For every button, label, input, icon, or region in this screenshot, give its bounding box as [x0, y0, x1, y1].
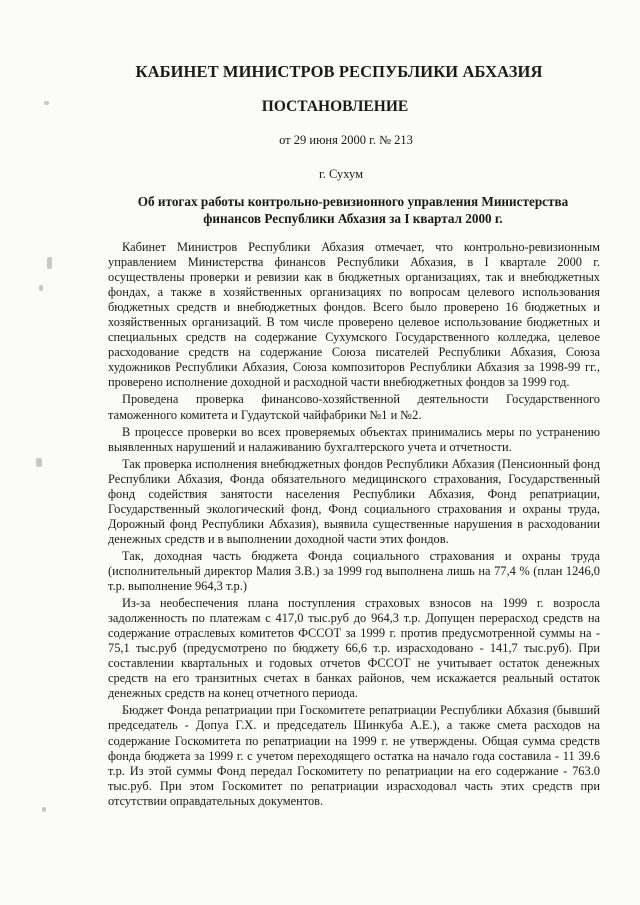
paragraph: Кабинет Министров Республики Абхазия отмечает, что контрольно-ревизионным управлением Министерства финансов Республики Абхазия, в I квартале 2000 г. осуществлены проверки и ревизии как в бюджетных организациях, так и внебюджетных фондах, а также в хозяйственных организациях по вопросам целевого использования бюджетных средств и внебюджетных фондов. Всего было проверено 16 бюджетных и хозяйственных организаций. В том числе проверено целевое использование бюджетных и специальных средств на содержание Сухумского Государственного колледжа, целевое расходование средств на содержание Союза писателей Республики Абхазия, Союза художников Республики Абхазия, Союза композиторов Республики Абхазия за 1998-99 гг., проверено исполнение доходной и расходной части внебюджетных фондов за 1999 год. [108, 240, 600, 390]
scan-speck [36, 458, 42, 467]
scan-speck [47, 257, 52, 269]
paragraph: Так, доходная часть бюджета Фонда социального страхования и охраны труда (исполнительный директор Малия З.В.) за 1999 год выполнена лишь на 77,4 % (план 1246,0 т.р. выполнение 964,3 т.р.) [108, 548, 600, 594]
scan-speck [39, 285, 43, 291]
city-line: г. Сухум [318, 167, 363, 181]
issuer-heading: КАБИНЕТ МИНИСТРОВ РЕСПУБЛИКИ АБХАЗИЯ [135, 62, 543, 81]
paragraph: Из-за необеспечения плана поступления страховых взносов на 1999 г. возросла задолженность по платежам с 417,0 тыс.руб до 964,3 т.р. Допущен перерасход средств на содержание отраслевых комитетов ФССОТ за 1999 г. против предусмотренной суммы на - 75,1 тыс.руб (предусмотрено по бюджету 66,6 т.р. израсходовано - 141,7 тыс.руб). При составлении квартальных и годовых отчетов ФССОТ не учитывает остаток денежных средств на его транзитных счетах в банках районов, чем искажается реальный остаток денежных средств на конец отчетного периода. [108, 596, 600, 701]
date-and-number: от 29 июня 2000 г. № 213 [279, 133, 413, 147]
scan-speck [44, 101, 49, 105]
paragraph: В процессе проверки во всех проверяемых объектах принимались меры по устранению выявленных нарушений и налаживанию бухгалтерского учета и отчетности. [108, 424, 600, 454]
paragraph: Бюджет Фонда репатриации при Госкомитете репатриации Республики Абхазия (бывший председатель - Допуа Г.Х. и председатель Шинкуба А.Е.), а также смета расходов на содержание Госкомитета по репатриации на 1999 г. не утверждены. Общая сумма средств фонда бюджета за 1999 г. с учетом переходящего остатка на начало года составила - 11 39.6 т.р. Из этой суммы Фонд передал Госкомитету по репатриации на его содержание - 763.0 тыс.руб. При этом Госкомитет по репатриации израсходовал часть этих средств при отсутствии оправдательных документов. [108, 703, 600, 808]
document-body [108, 240, 600, 811]
paragraph: Так проверка исполнения внебюджетных фондов Республики Абхазия (Пенсионный фонд Республики Абхазия, Фонда обязательного медицинского страхования, Государственный фонд содействия занятости населения Республики Абхазия, Фонд репатриации, Государственный экологический фонд, Фонд социального страхования и охраны труда, Дорожный фонд Республики Абхазия), выявила существенные нарушения в расходовании денежных средств и в выполнении доходной части этих фондов. [108, 456, 600, 546]
scan-speck [42, 807, 46, 812]
document-type-heading: ПОСТАНОВЛЕНИЕ [261, 98, 409, 115]
document-subject: Об итогах работы контрольно-ревизионного управления Министерства финансов Республики Абхазия за I квартал 2000 г. [137, 194, 569, 226]
paragraph: Проведена проверка финансово-хозяйственной деятельности Государственного таможенного комитета и Гудаутской чайфабрики №1 и №2. [108, 392, 600, 422]
